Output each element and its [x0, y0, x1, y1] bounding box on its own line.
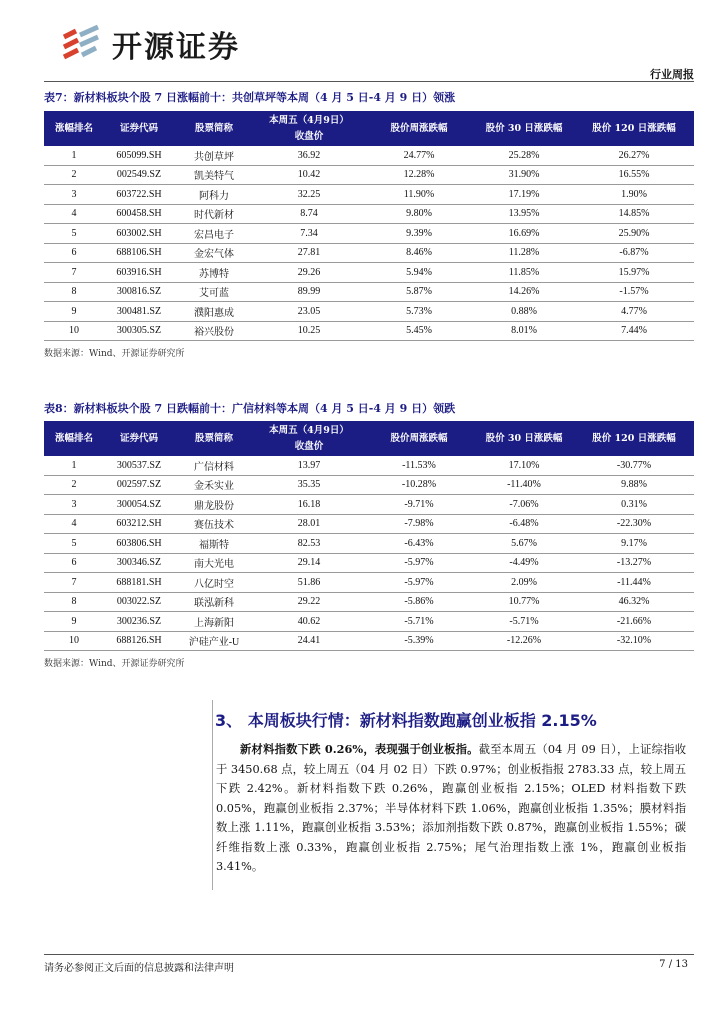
table-cell: 16.69%	[474, 224, 574, 244]
column-header-label: 股价 120 日涨跌幅	[592, 122, 676, 134]
table-cell: 12.28%	[364, 165, 474, 185]
table8-source: 数据来源：Wind、开源证券研究所	[44, 659, 185, 669]
table-cell: 1.90%	[574, 185, 694, 205]
table-cell: -22.30%	[574, 514, 694, 534]
table-cell: 5.67%	[474, 534, 574, 554]
section-title: 3、 本周板块行情：新材料指数跑赢创业板指 2.15%	[215, 711, 597, 730]
table-cell: 13.95%	[474, 204, 574, 224]
table-cell: 2	[44, 165, 104, 185]
table-cell: -5.39%	[364, 631, 474, 651]
paragraph-body: 截至本周五（04 月 09 日），上证综指收于 3450.68 点，较上周五（04 月 02 日）下跌 0.97%；创业板指报 2783.33 点，较上周五下跌 2.42%。新材料指数下跌 0.26%，跑赢创业板指 2.15%；OLED 材料指数下跌 0.05%，跑赢创业板指 2.37%；半导体材料下跌 1.06%，跑赢创业板指 1.35%；膜材料指数上涨 1.11%，跑赢创业板指 3.53%；添加剂指数下跌 0.87%，跑赢创业板指 1.55%；碳纤维指数上涨 0.33%，跑赢创业板指 2.75%；尾气治理指数上涨 1%，跑赢创业板指 3.41%。	[216, 743, 686, 873]
table-cell: 9.17%	[574, 534, 694, 554]
column-header	[364, 421, 474, 456]
column-header-label: 收盘价	[294, 440, 324, 452]
table-row	[44, 185, 694, 205]
table-cell: 605099.SH	[104, 146, 174, 165]
column-header	[44, 421, 104, 456]
table8-title: 表8：新材料板块个股 7 日跌幅前十：广信材料等本周（4 月 5 日-4 月 9 日）领跌	[44, 402, 456, 415]
column-header	[364, 111, 474, 146]
column-header	[574, 111, 694, 146]
section-paragraph	[216, 740, 686, 877]
table-cell: 5.87%	[364, 282, 474, 302]
table-cell: 9	[44, 612, 104, 632]
table-cell: 5	[44, 534, 104, 554]
table-cell: 5.45%	[364, 321, 474, 341]
table-cell: 26.27%	[574, 146, 694, 165]
table-row	[44, 224, 694, 244]
table-cell: 14.26%	[474, 282, 574, 302]
table-cell: 35.35	[254, 475, 364, 495]
table-cell: 八亿时空	[174, 573, 254, 593]
table-row	[44, 534, 694, 554]
table-cell: 002597.SZ	[104, 475, 174, 495]
table-cell: -6.87%	[574, 243, 694, 263]
table-cell: -11.53%	[364, 456, 474, 475]
table-cell: -10.28%	[364, 475, 474, 495]
table7-source: 数据来源：Wind、开源证券研究所	[44, 349, 185, 359]
table-cell: 17.19%	[474, 185, 574, 205]
table-cell: 8.01%	[474, 321, 574, 341]
table-cell: 24.77%	[364, 146, 474, 165]
table-cell: 南大光电	[174, 553, 254, 573]
table-row	[44, 475, 694, 495]
table-row	[44, 456, 694, 475]
table-cell: -11.40%	[474, 475, 574, 495]
table-cell: -12.26%	[474, 631, 574, 651]
table-row	[44, 282, 694, 302]
table-cell: 5.73%	[364, 302, 474, 322]
table-cell: 300816.SZ	[104, 282, 174, 302]
table-cell: 7.34	[254, 224, 364, 244]
table-cell: 金禾实业	[174, 475, 254, 495]
table-cell: 8	[44, 592, 104, 612]
table-cell: 9.39%	[364, 224, 474, 244]
table-row	[44, 592, 694, 612]
column-header	[254, 421, 364, 456]
table-cell: 603806.SH	[104, 534, 174, 554]
table-cell: -6.43%	[364, 534, 474, 554]
table-cell: -9.71%	[364, 495, 474, 515]
table-cell: 300054.SZ	[104, 495, 174, 515]
table-cell: 6	[44, 553, 104, 573]
table-cell: 7.44%	[574, 321, 694, 341]
table-cell: 艾可蓝	[174, 282, 254, 302]
column-header	[474, 111, 574, 146]
column-header-label: 本周五（4月9日）	[269, 114, 349, 126]
table-cell: 25.90%	[574, 224, 694, 244]
table-row	[44, 243, 694, 263]
table8	[44, 421, 694, 651]
table-cell: 16.18	[254, 495, 364, 515]
table-cell: 300236.SZ	[104, 612, 174, 632]
table-cell: 宏昌电子	[174, 224, 254, 244]
table-cell: -5.71%	[474, 612, 574, 632]
column-header-label: 本周五（4月9日）	[269, 424, 349, 436]
table-cell: 4	[44, 514, 104, 534]
column-header-label: 股票简称	[194, 432, 233, 444]
table-cell: 23.05	[254, 302, 364, 322]
column-header-label: 收盘价	[294, 130, 324, 142]
table-cell: 31.90%	[474, 165, 574, 185]
table-cell: -32.10%	[574, 631, 694, 651]
table-cell: 32.25	[254, 185, 364, 205]
table-cell: 上海新阳	[174, 612, 254, 632]
table-cell: 时代新材	[174, 204, 254, 224]
table-cell: 1	[44, 456, 104, 475]
table-cell: 3	[44, 495, 104, 515]
table-cell: 阿科力	[174, 185, 254, 205]
table-cell: 8.74	[254, 204, 364, 224]
column-header	[104, 111, 174, 146]
table-cell: 24.41	[254, 631, 364, 651]
table-cell: 鼎龙股份	[174, 495, 254, 515]
table-cell: 8.46%	[364, 243, 474, 263]
table-cell: 40.62	[254, 612, 364, 632]
table-cell: 联泓新科	[174, 592, 254, 612]
paragraph-lead: 新材料指数下跌 0.26%，表现强于创业板指。	[240, 742, 479, 756]
table-cell: 25.28%	[474, 146, 574, 165]
table-cell: 0.88%	[474, 302, 574, 322]
table-cell: 9.88%	[574, 475, 694, 495]
table-cell: 10.42	[254, 165, 364, 185]
table-cell: 1	[44, 146, 104, 165]
table-cell: 苏博特	[174, 263, 254, 283]
table-cell: 3	[44, 185, 104, 205]
table-cell: -1.57%	[574, 282, 694, 302]
table-cell: 凯美特气	[174, 165, 254, 185]
table-cell: 7	[44, 573, 104, 593]
table-cell: 300305.SZ	[104, 321, 174, 341]
table-cell: 11.28%	[474, 243, 574, 263]
table-cell: 8	[44, 282, 104, 302]
column-header-label: 证券代码	[119, 432, 158, 444]
table-row	[44, 165, 694, 185]
logo-text: 开源证券	[112, 30, 240, 65]
table-row	[44, 553, 694, 573]
table-cell: 4.77%	[574, 302, 694, 322]
table-cell: 29.22	[254, 592, 364, 612]
table-row	[44, 514, 694, 534]
column-header	[174, 421, 254, 456]
table-cell: 赛伍技术	[174, 514, 254, 534]
table-cell: 29.14	[254, 553, 364, 573]
table-cell: 沪硅产业-U	[174, 631, 254, 651]
table-cell: 2.09%	[474, 573, 574, 593]
table-cell: 7	[44, 263, 104, 283]
table-cell: -30.77%	[574, 456, 694, 475]
table-cell: -5.71%	[364, 612, 474, 632]
column-header	[254, 111, 364, 146]
table-cell: 11.90%	[364, 185, 474, 205]
table-row	[44, 146, 694, 165]
column-header	[174, 111, 254, 146]
page-number: 7 / 13	[659, 959, 688, 970]
table-cell: 16.55%	[574, 165, 694, 185]
table-row	[44, 573, 694, 593]
table-cell: 13.97	[254, 456, 364, 475]
table-cell: 300537.SZ	[104, 456, 174, 475]
table-cell: 82.53	[254, 534, 364, 554]
table-row	[44, 302, 694, 322]
column-header-label: 股价周涨跌幅	[390, 432, 448, 444]
table-cell: 46.32%	[574, 592, 694, 612]
column-header-label: 涨幅排名	[54, 432, 93, 444]
table-cell: 51.86	[254, 573, 364, 593]
table-row	[44, 321, 694, 341]
table-cell: 300346.SZ	[104, 553, 174, 573]
table-cell: -5.97%	[364, 553, 474, 573]
company-logo	[60, 22, 240, 66]
table-cell: 600458.SH	[104, 204, 174, 224]
column-header-label: 股价 30 日涨跌幅	[485, 432, 563, 444]
table-cell: 603722.SH	[104, 185, 174, 205]
column-header	[104, 421, 174, 456]
column-header-label: 股票简称	[194, 122, 233, 134]
table-cell: 36.92	[254, 146, 364, 165]
report-type: 行业周报	[650, 68, 694, 81]
table-cell: 28.01	[254, 514, 364, 534]
table-cell: -13.27%	[574, 553, 694, 573]
table-row	[44, 631, 694, 651]
table-cell: -4.49%	[474, 553, 574, 573]
table-cell: 603916.SH	[104, 263, 174, 283]
column-header-label: 股价周涨跌幅	[390, 122, 448, 134]
table-cell: -11.44%	[574, 573, 694, 593]
table-cell: 688106.SH	[104, 243, 174, 263]
table-header-row	[44, 421, 694, 456]
column-header-label: 涨幅排名	[54, 122, 93, 134]
header-divider	[44, 81, 694, 82]
table-cell: 共创草坪	[174, 146, 254, 165]
table-cell: 688126.SH	[104, 631, 174, 651]
table-cell: 29.26	[254, 263, 364, 283]
table-cell: 300481.SZ	[104, 302, 174, 322]
table7	[44, 111, 694, 341]
table-cell: 002549.SZ	[104, 165, 174, 185]
table-cell: 17.10%	[474, 456, 574, 475]
column-header	[44, 111, 104, 146]
table-cell: 10	[44, 631, 104, 651]
column-header	[474, 421, 574, 456]
table-cell: 2	[44, 475, 104, 495]
table-cell: 福斯特	[174, 534, 254, 554]
footer-disclaimer: 请务必参阅正文后面的信息披露和法律声明	[44, 963, 234, 974]
section-divider	[212, 700, 213, 890]
table-row	[44, 263, 694, 283]
column-header-label: 股价 30 日涨跌幅	[485, 122, 563, 134]
table-cell: 89.99	[254, 282, 364, 302]
table-cell: 14.85%	[574, 204, 694, 224]
table-header-row	[44, 111, 694, 146]
footer-divider	[44, 954, 694, 955]
table-cell: 10.77%	[474, 592, 574, 612]
table-cell: 10	[44, 321, 104, 341]
table-cell: 濮阳惠成	[174, 302, 254, 322]
table-cell: 603002.SH	[104, 224, 174, 244]
column-header-label: 证券代码	[119, 122, 158, 134]
table-cell: 688181.SH	[104, 573, 174, 593]
table-cell: 003022.SZ	[104, 592, 174, 612]
table-cell: 9.80%	[364, 204, 474, 224]
table-cell: 9	[44, 302, 104, 322]
column-header	[574, 421, 694, 456]
table-cell: -7.06%	[474, 495, 574, 515]
table-cell: 27.81	[254, 243, 364, 263]
table-cell: -7.98%	[364, 514, 474, 534]
table-cell: 广信材料	[174, 456, 254, 475]
table-cell: -6.48%	[474, 514, 574, 534]
column-header-label: 股价 120 日涨跌幅	[592, 432, 676, 444]
table-cell: 6	[44, 243, 104, 263]
table-cell: 裕兴股份	[174, 321, 254, 341]
table-row	[44, 204, 694, 224]
table-cell: -21.66%	[574, 612, 694, 632]
table-cell: -5.86%	[364, 592, 474, 612]
table-cell: 603212.SH	[104, 514, 174, 534]
table-cell: 5.94%	[364, 263, 474, 283]
table-cell: 11.85%	[474, 263, 574, 283]
table-cell: 4	[44, 204, 104, 224]
logo-mark-icon	[60, 23, 104, 65]
table-row	[44, 495, 694, 515]
table-row	[44, 612, 694, 632]
table-cell: 10.25	[254, 321, 364, 341]
table7-title: 表7：新材料板块个股 7 日涨幅前十：共创草坪等本周（4 月 5 日-4 月 9 日）领涨	[44, 91, 456, 104]
table-cell: 0.31%	[574, 495, 694, 515]
table-cell: 金宏气体	[174, 243, 254, 263]
table-cell: 15.97%	[574, 263, 694, 283]
table-cell: -5.97%	[364, 573, 474, 593]
table-cell: 5	[44, 224, 104, 244]
